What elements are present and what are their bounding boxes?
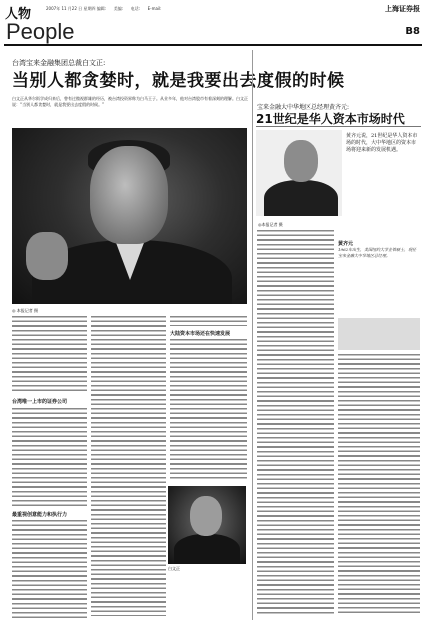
right-byline: ◎本报记者 摄 — [258, 222, 283, 227]
bio-text: 1962年出生，美国纽约大学企管硕士，现任宝来金融大中华地区总经理。 — [338, 247, 417, 258]
right-body-col1 — [257, 230, 334, 616]
right-body-col2 — [338, 354, 420, 616]
page-number: B8 — [405, 26, 420, 37]
issue-meta: 2007年 11 月22 日 星期四 编辑: 美编: 电话: E-mail: — [46, 6, 168, 11]
section-brand: 人物 — [5, 7, 32, 22]
section-title: People — [6, 19, 75, 44]
body-text-col2 — [91, 316, 166, 616]
main-lead: 白文正从华尔街学成归来后，曾有过傲视群雄的经历，被台湾投资界称为白马王子。从业多年，他对台湾股市有着深刻的理解。白文正说：“当别人都贪婪时，就是我要出去度假的时候。” — [12, 96, 248, 107]
right-pull-quote: 黄齐元说，21世纪是华人资本市场的时代，大中华地区的资本市场将迎来新的发展机遇。 — [346, 133, 418, 154]
body-text-col3 — [170, 316, 247, 326]
right-portrait-photo — [256, 130, 342, 216]
bio-image — [338, 318, 420, 350]
body-text-col1 — [12, 316, 87, 394]
main-photo-caption: ◎ 本报记者 摄 — [12, 308, 39, 313]
right-kicker: 宝来金融大中华地区总经理黄齐元: — [257, 104, 350, 111]
paper-name: 上海证券报 — [385, 4, 420, 13]
body-text-col3b — [170, 339, 247, 481]
main-portrait-photo — [12, 128, 247, 304]
right-rule — [256, 126, 421, 127]
column-divider — [252, 50, 253, 620]
body-text-col1b — [12, 408, 87, 508]
subhead-1: 台湾唯一上市的证券公司 — [12, 399, 68, 405]
right-headline: 21世纪是华人资本市场时代 — [256, 112, 405, 126]
main-headline: 当别人都贪婪时，就是我要出去度假的时候 — [12, 71, 345, 91]
masthead-rule — [4, 44, 422, 46]
subhead-3: 最重视创意能力和执行力 — [12, 512, 68, 518]
body-text-col1c — [12, 520, 87, 618]
small-photo-caption: 白文正 — [168, 566, 180, 571]
small-portrait-photo — [168, 486, 246, 564]
masthead — [0, 0, 426, 46]
main-kicker: 台湾宝来金融集团总裁白文正: — [12, 59, 106, 67]
subhead-2: 大陆资本市场还在快速发展 — [170, 331, 231, 337]
bio-name: 黄齐元 — [338, 241, 354, 247]
